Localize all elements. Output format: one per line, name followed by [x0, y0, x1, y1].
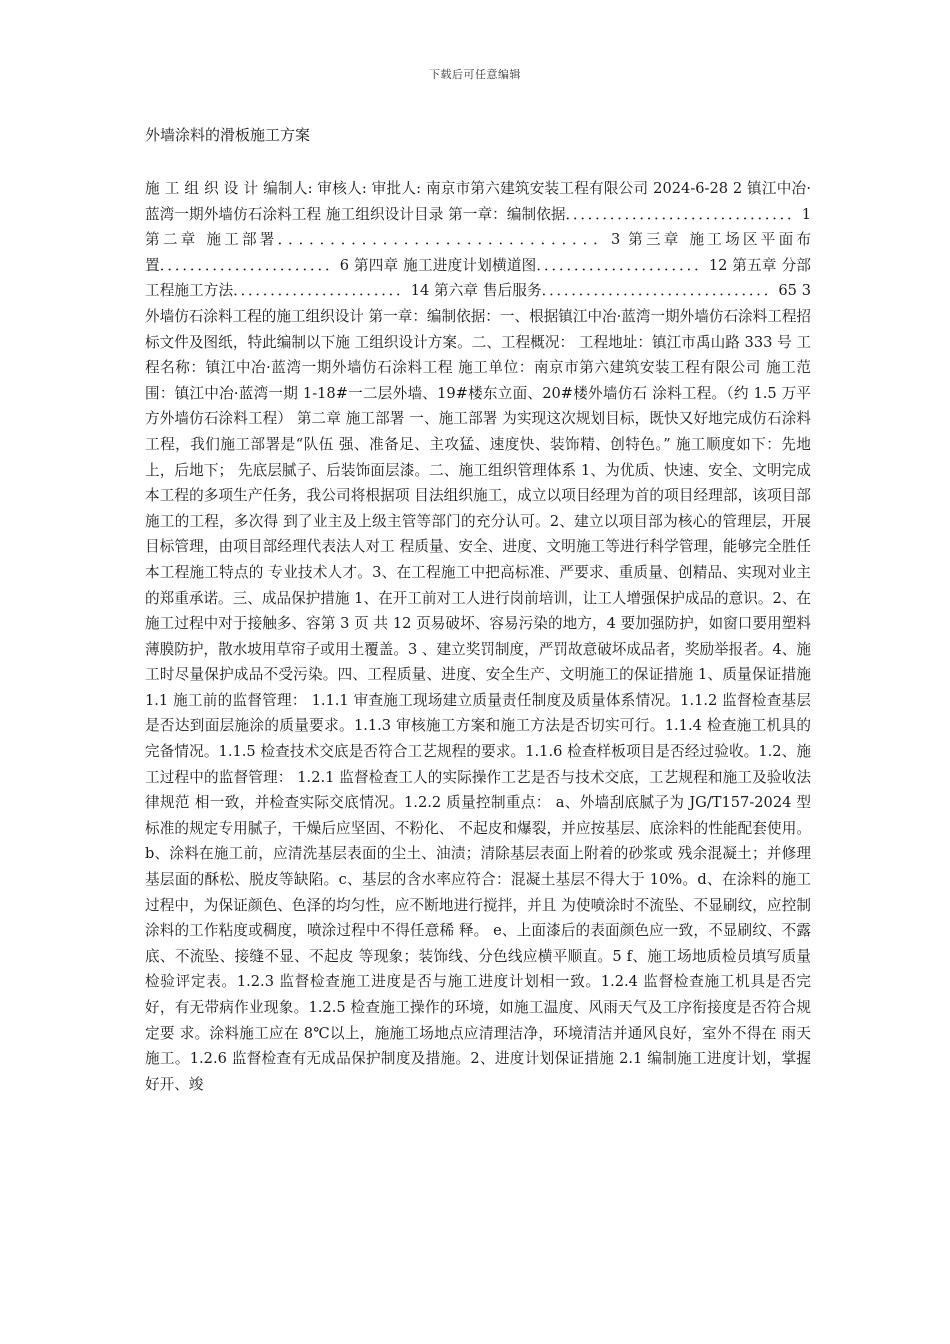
page-header: 下载后可任意编辑 [429, 68, 521, 81]
document-title: 外墙涂料的滑板施工方案 [145, 126, 311, 144]
document-body: 施 工 组 织 设 计 编制人: 审核人: 审批人: 南京市第六建筑安装工程有限公司 2024-6-28 2 镇江中冶·蓝湾一期外墙仿石涂料工程 施工组织设计目录 第一章：编制依据．．．．．．．．．．．．．．．．．．．．．．．．．．．．．．．1 第二章 施工部署．．．．．．．．．．．．．．．．．．．．．．．．．．．．．．．3 第三章 施工场区平面布置．．．．．．．．．．．．．．．．．．．．．．．6 第四章 施工进度计划横道图．．．．．．．．．．．．．．．．．．．．．．12 第五章 分部工程施工方法．．．．．．．．．．．．．．．．．．．．．．．14 第六章 售后服务．．．．．．．．．．．．．．．．．．．．．．．．．．．．．．．65 3 外墙仿石涂料工程的施工组织设计 第一章：编制依据：一、根据镇江中冶·蓝湾一期外墙仿石涂料工程招标文件及图纸，特此编制以下施 工组织设计方案。二、工程概况： 工程地址：镇江市禹山路 333 号 工程名称：镇江中冶·蓝湾一期外墙仿石涂料工程 施工单位：南京市第六建筑安装工程有限公司 施工范围：镇江中冶·蓝湾一期 1-18#一二层外墙、19#楼东立面、20#楼外墙仿石 涂料工程。（约 1.5 万平方外墙仿石涂料工程） 第二章 施工部署 一、施工部署 为实现这次规划目标，既快又好地完成仿石涂料工程，我们施工部署是“队伍 强、准备足、主攻猛、速度快、装饰精、创特色。” 施工顺度如下：先地上，后地下； 先底层腻子、后装饰面层漆。二、施工组织管理体系 1、为优质、快速、安全、文明完成本工程的多项生产任务，我公司将根据项 目法组织施工，成立以项目经理为首的项目经理部，该项目部施工的工程，多次得 到了业主及上级主管等部门的充分认可。2、建立以项目部为核心的管理层，开展目标管理，由项目部经理代表法人对工 程质量、安全、进度、文明施工等进行科学管理，能够完全胜任本工程施工特点的 专业技术人才。3、在工程施工中把高标准、严要求、重质量、创精品、实现对业主的郑重承诺。三、成品保护措施 1、在开工前对工人进行岗前培训，让工人增强保护成品的意识。2、在施工过程中对于接触多、容第 3 页 共 12 页易破坏、容易污染的地方，4 要加强防护，如窗口要用塑料薄膜防护，散水坡用草帘子或用土覆盖。3 、建立奖罚制度，严罚故意破坏成品者，奖励举报者。4、施工时尽量保护成品不受污染。四、工程质量、进度、安全生产、文明施工的保证措施 1、质量保证措施 1.1 施工前的监督管理： 1.1.1 审查施工现场建立质量责任制度及质量体系情况。1.1.2 监督检查基层是否达到面层施涂的质量要求。1.1.3 审核施工方案和施工方法是否切实可行。1.1.4 检查施工机具的完备情况。1.1.5 检查技术交底是否符合工艺规程的要求。1.1.6 检查样板项目是否经过验收。1.2、施工过程中的监督管理： 1.2.1 监督检查工人的实际操作工艺是否与技术交底，工艺规程和施工及验收法律规范 相一致，并检查实际交底情况。1.2.2 质量控制重点： a、外墙刮底腻子为 JG/T157-2024 型标准的规定专用腻子，干燥后应坚固、不粉化、 不起皮和爆裂，并应按基层、底涂料的性能配套使用。b、涂料在施工前，应清洗基层表面的尘土、油渍；清除基层表面上附着的砂浆或 残余混凝土；并修理基层面的酥松、脱皮等缺陷。c、基层的含水率应符合：混凝土基层不得大于 10%。d、在涂料的施工过程中，为保证颜色、色泽的均匀性，应不断地进行搅拌，并且 为使喷涂时不流坠、不显刷纹，应控制涂料的工作粘度或稠度，喷涂过程中不得任意稀 释。 e、上面漆后的表面颜色应一致，不显刷纹、不露底、不流坠、接缝不显、不起皮 等现象；装饰线、分色线应横平顺直。5 f、施工场地质检员填写质量检验评定表。1.2.3 监督检查施工进度是否与施工进度计划相一致。1.2.4 监督检查施工机具是否完好，有无带病作业现象。1.2.5 检查施工操作的环境，如施工温度、风雨天气及工序衔接度是否符合规定要 求。涂料施工应在 8℃以上，施施工场地点应清理洁净，环境清洁并通风良好，室外不得在 雨天施工。1.2.6 监督检查有无成品保护制度及措施。2、进度计划保证措施 2.1 编制施工进度计划，掌握好开、竣 [145, 180, 812, 1093]
